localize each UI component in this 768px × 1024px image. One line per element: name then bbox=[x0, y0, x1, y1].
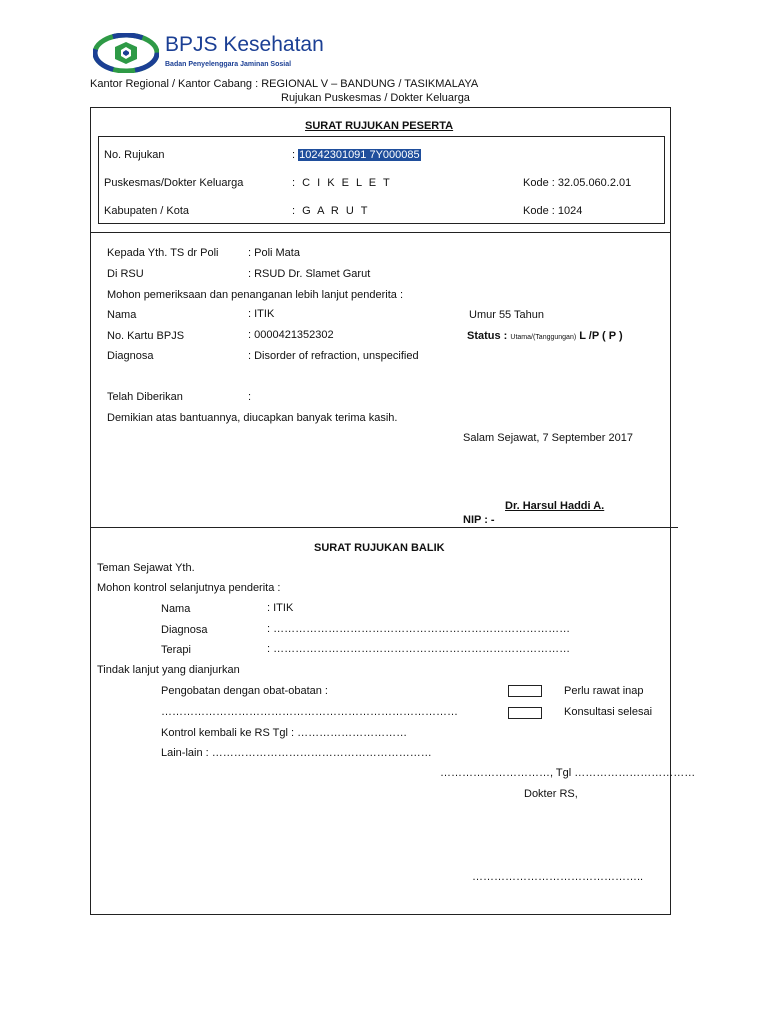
diagnosa-label: Diagnosa bbox=[107, 350, 154, 362]
balik-diagnosa-value[interactable]: : ……………………………………………………………………… bbox=[267, 623, 571, 635]
nama-value: : ITIK bbox=[248, 308, 275, 320]
dokter-rs-label: Dokter RS, bbox=[524, 788, 578, 800]
nip: NIP : - bbox=[463, 514, 495, 526]
no-rujukan-value bbox=[292, 149, 421, 161]
request-text: Mohon pemeriksaan dan penanganan lebih lanjut penderita : bbox=[107, 289, 403, 301]
section-divider bbox=[90, 232, 671, 233]
signature-line[interactable]: ……………………………………….. bbox=[472, 871, 644, 883]
kabupaten-kode: Kode : 1024 bbox=[523, 205, 583, 217]
no-rujukan-colon: : bbox=[292, 149, 299, 161]
balik-terapi-value[interactable]: : ……………………………………………………………………… bbox=[267, 643, 571, 655]
teman-text: Teman Sejawat Yth. bbox=[97, 562, 195, 574]
no-rujukan-number[interactable]: 10242301091 7Y000085 bbox=[299, 149, 420, 161]
document-subtitle: Rujukan Puskesmas / Dokter Keluarga bbox=[281, 92, 470, 104]
tindak-lanjut-text: Tindak lanjut yang dianjurkan bbox=[97, 664, 240, 676]
pengobatan-label: Pengobatan dengan obat-obatan : bbox=[161, 685, 328, 697]
status-label: Status : bbox=[467, 330, 508, 342]
rsu-value: : RSUD Dr. Slamet Garut bbox=[248, 268, 371, 280]
lain-lain[interactable]: Lain-lain : …………………………………………………… bbox=[161, 747, 432, 759]
balik-diagnosa-label: Diagnosa bbox=[161, 624, 208, 636]
nama-label: Nama bbox=[107, 309, 137, 321]
rawat-inap-label: Perlu rawat inap bbox=[564, 685, 644, 697]
kabupaten-label: Kabupaten / Kota bbox=[104, 205, 190, 217]
office-line: Kantor Regional / Kantor Cabang : REGIONAL V – BANDUNG / TASIKMALAYA bbox=[90, 78, 479, 90]
status-type: Utama/(Tanggungan) bbox=[510, 334, 577, 341]
puskesmas-value: : C I K E L E T bbox=[292, 177, 392, 189]
section-divider bbox=[90, 527, 678, 528]
umur-value: Umur 55 Tahun bbox=[469, 309, 545, 321]
kepada-value: : Poli Mata bbox=[248, 247, 300, 259]
doctor-name: Dr. Harsul Haddi A. bbox=[505, 500, 605, 512]
mohon-kontrol-text: Mohon kontrol selanjutnya penderita : bbox=[97, 582, 281, 594]
kabupaten-value: : G A R U T bbox=[292, 205, 370, 217]
balik-nama-value: : ITIK bbox=[267, 602, 294, 614]
salutation-date: Salam Sejawat, 7 September 2017 bbox=[463, 432, 633, 444]
kepada-label: Kepada Yth. TS dr Poli bbox=[107, 247, 219, 259]
bpjs-logo bbox=[93, 33, 159, 73]
kontrol-kembali[interactable]: Kontrol kembali ke RS Tgl : ………………………… bbox=[161, 727, 408, 739]
puskesmas-label: Puskesmas/Dokter Keluarga bbox=[104, 177, 244, 189]
status-field bbox=[467, 330, 623, 342]
brand-name: BPJS Kesehatan bbox=[165, 33, 324, 56]
konsultasi-selesai-label: Konsultasi selesai bbox=[564, 706, 653, 718]
rsu-label: Di RSU bbox=[107, 268, 144, 280]
kartu-label: No. Kartu BPJS bbox=[107, 330, 185, 342]
no-rujukan-label: No. Rujukan bbox=[104, 149, 165, 161]
diagnosa-value: : Disorder of refraction, unspecified bbox=[248, 350, 419, 362]
place-date-line[interactable]: …………………………, Tgl …………………………… bbox=[440, 767, 696, 779]
referral-title: SURAT RUJUKAN PESERTA bbox=[305, 120, 454, 132]
brand-tagline: Badan Penyelenggara Jaminan Sosial bbox=[165, 61, 292, 68]
telah-label: Telah Diberikan bbox=[107, 391, 183, 403]
puskesmas-kode: Kode : 32.05.060.2.01 bbox=[523, 177, 632, 189]
status-sex: L /P ( P ) bbox=[579, 330, 623, 342]
balik-title: SURAT RUJUKAN BALIK bbox=[314, 542, 445, 554]
konsultasi-selesai-checkbox[interactable] bbox=[508, 707, 542, 719]
kartu-value: : 0000421352302 bbox=[248, 329, 334, 341]
rawat-inap-checkbox[interactable] bbox=[508, 685, 542, 697]
balik-nama-label: Nama bbox=[161, 603, 191, 615]
telah-value: : bbox=[248, 391, 252, 403]
balik-terapi-label: Terapi bbox=[161, 644, 191, 656]
closing-text: Demikian atas bantuannya, diucapkan banyak terima kasih. bbox=[107, 412, 398, 424]
pengobatan-dots[interactable]: ……………………………………………………………………… bbox=[161, 706, 458, 718]
